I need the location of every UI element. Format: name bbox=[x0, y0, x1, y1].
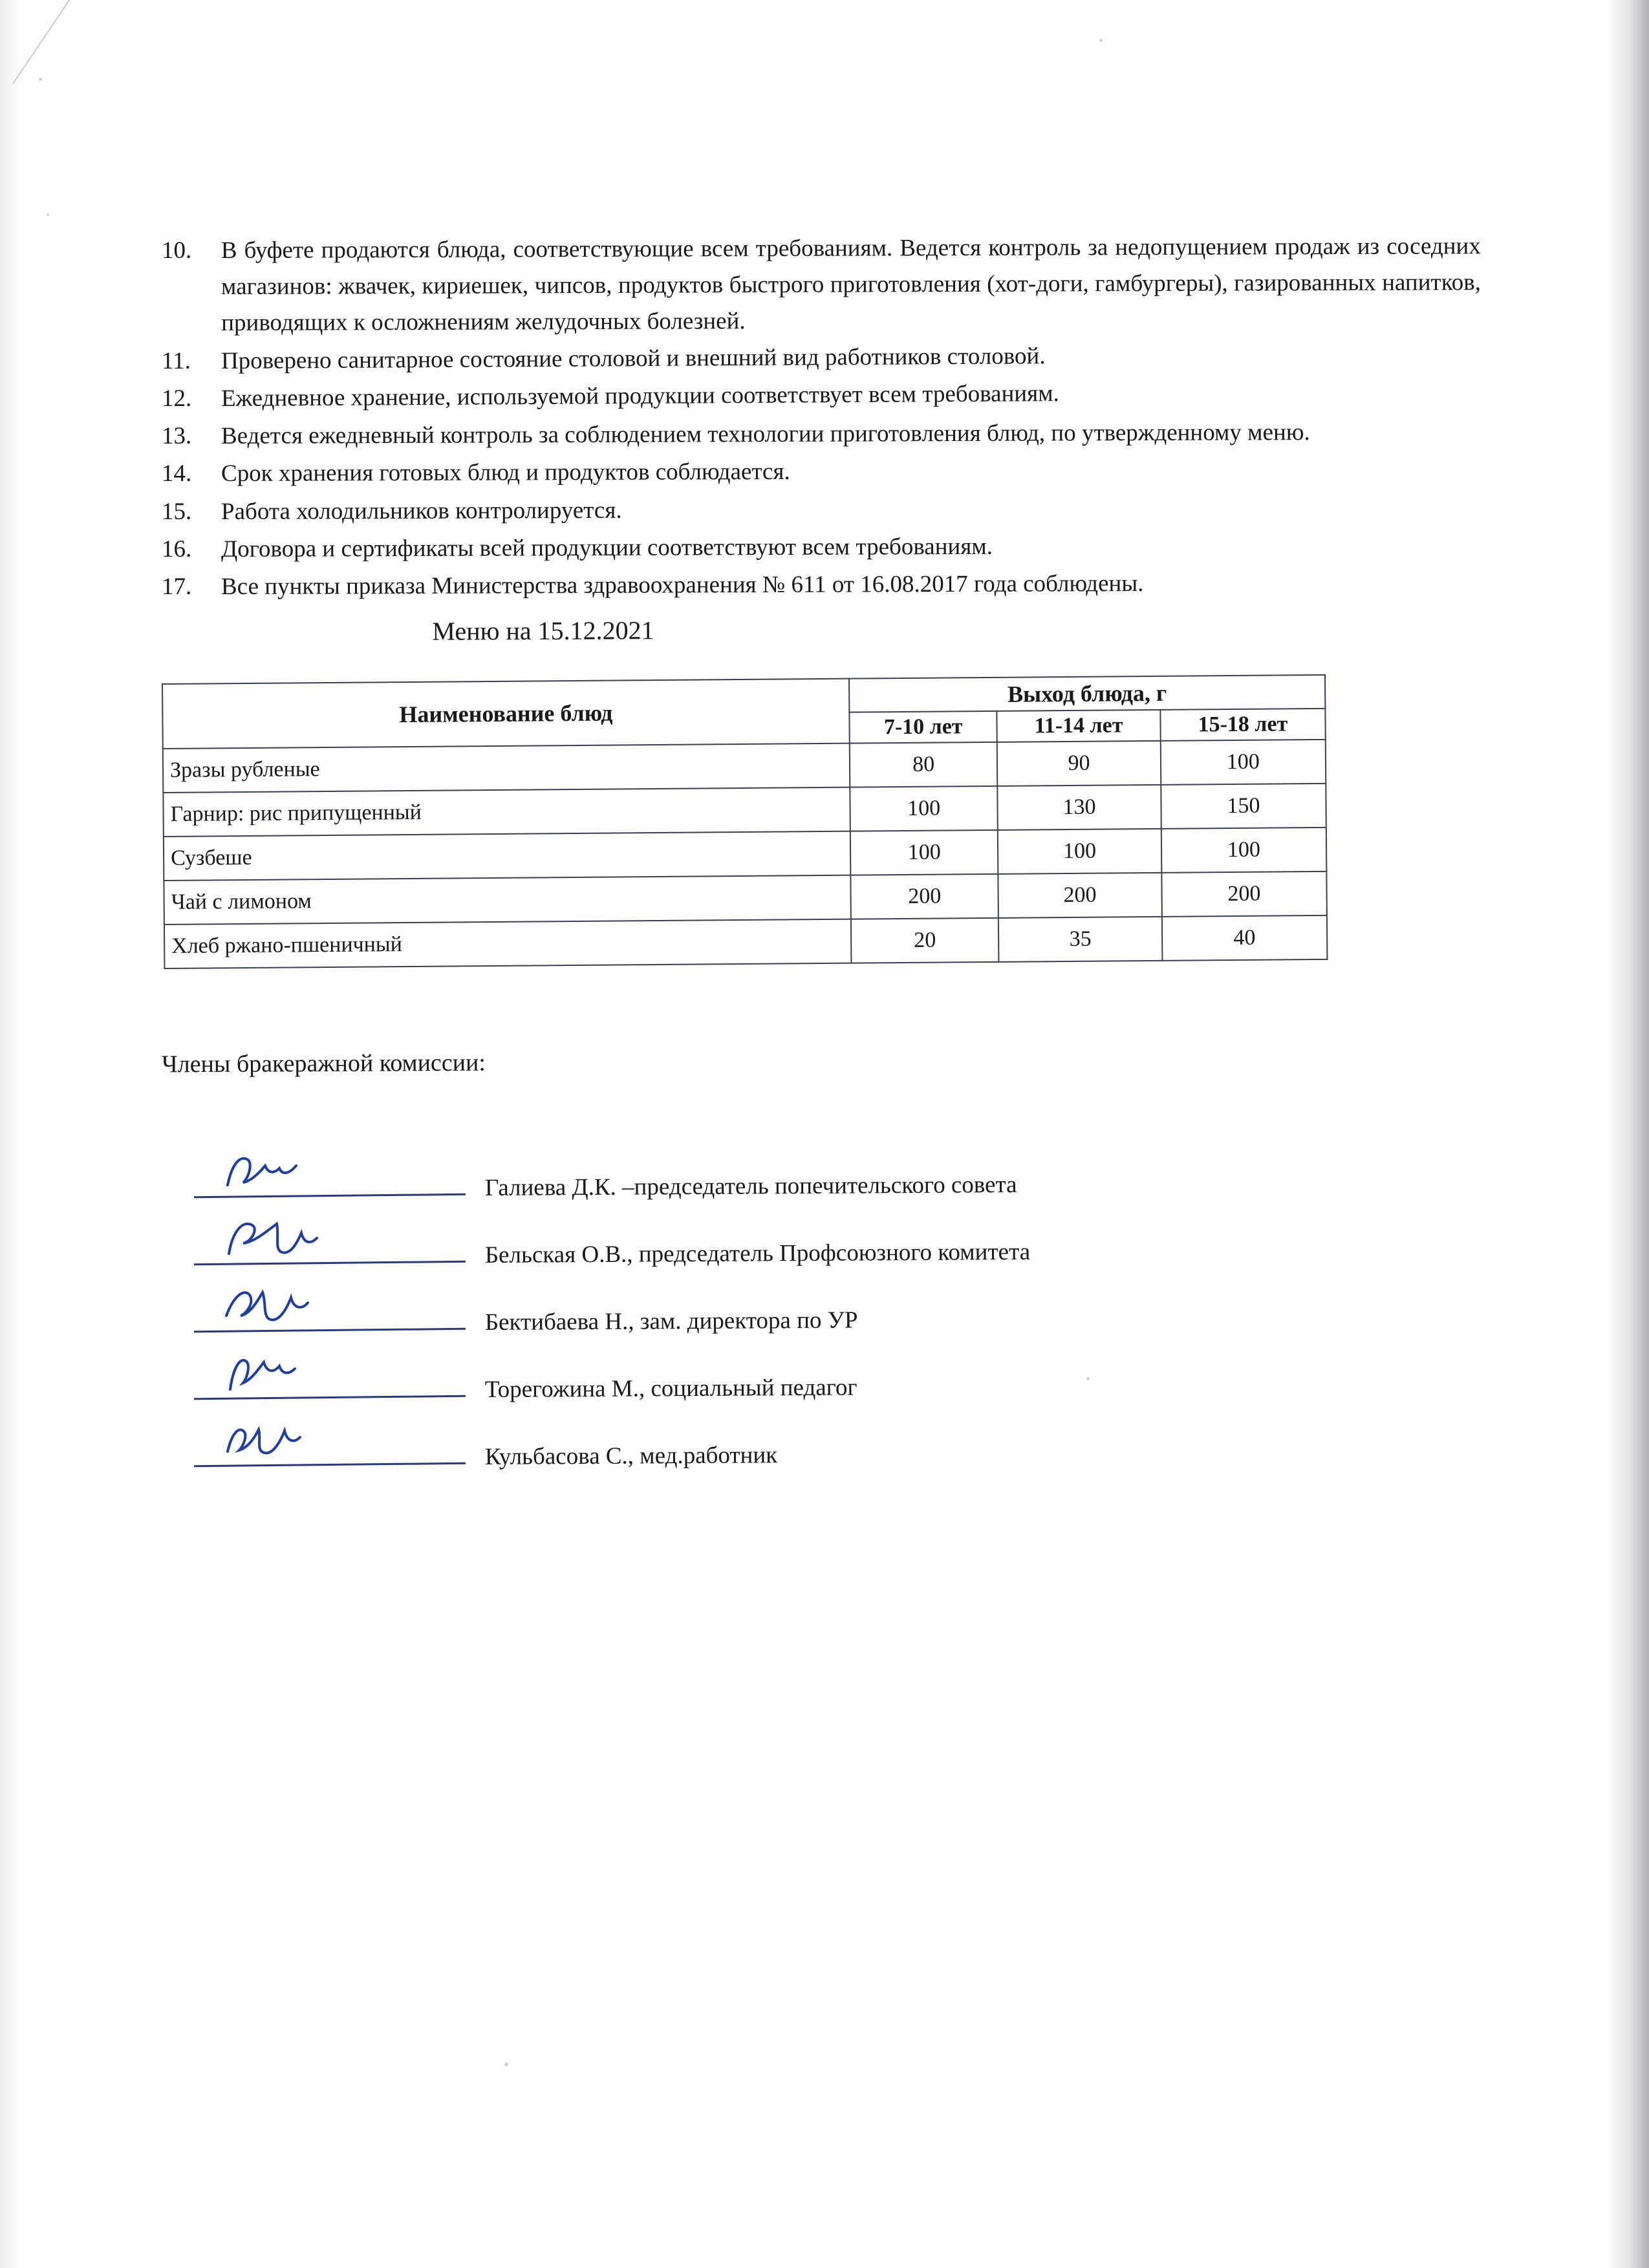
scan-edge-right bbox=[1609, 0, 1649, 2268]
column-header-dish-name: Наименование блюд bbox=[162, 679, 850, 749]
clause-number: 10. bbox=[162, 237, 192, 264]
cell-output-7-10: 200 bbox=[850, 874, 998, 919]
clause-number: 17. bbox=[162, 573, 192, 601]
clause-text: Ведется ежедневный контроль за соблюдением технологии приготовления блюд, по утвержденному меню. bbox=[221, 419, 1310, 450]
scan-speck bbox=[39, 78, 42, 81]
scan-speck bbox=[47, 213, 49, 216]
list-item bbox=[162, 456, 1481, 492]
clause-text: Проверено санитарное состояние столовой и внешний вид работников столовой. bbox=[221, 342, 1046, 374]
column-header-group-output: Выход блюда, г bbox=[849, 675, 1325, 712]
signature-list bbox=[162, 1146, 1481, 1482]
list-item bbox=[162, 531, 1481, 568]
clause-text: Договора и сертификаты всей продукции соответствуют всем требованиям. bbox=[221, 533, 993, 562]
handwritten-signature-icon bbox=[220, 1149, 414, 1194]
signature-row bbox=[162, 1281, 1481, 1348]
clause-number: 15. bbox=[162, 498, 192, 525]
clause-text: Ежедневное хранение, используемой продукции соответствует всем требованиям. bbox=[221, 380, 1059, 412]
clause-number: 16. bbox=[162, 535, 192, 562]
cell-output-15-18: 100 bbox=[1161, 828, 1326, 873]
handwritten-signature-icon bbox=[220, 1283, 414, 1329]
page-fold-mark bbox=[13, 0, 226, 123]
signer-name: Бельская О.В., председатель Профсоюзного комитета bbox=[484, 1239, 1031, 1269]
clause-text: В буфете продаются блюда, соответствующие всем требованиям. Ведется контроль за недопущением продаж из соседних магазинов: жвачек, кириешек, чипсов, продуктов быстрого приготовления (хот-доги, гамбургеры), газированных напитков, приводящих к осложнениям желудочных болезней. bbox=[221, 233, 1482, 337]
cell-output-11-14: 35 bbox=[998, 917, 1162, 962]
column-header-age-7-10: 7-10 лет bbox=[849, 711, 997, 744]
signer-name: Кульбасова С., мед.работник bbox=[484, 1442, 778, 1471]
list-item bbox=[162, 569, 1481, 605]
clause-text: Срок хранения готовых блюд и продуктов соблюдается. bbox=[221, 458, 790, 487]
cell-dish-name: Сузбеше bbox=[164, 831, 851, 881]
cell-dish-name: Зразы рубленые bbox=[163, 744, 850, 793]
list-item bbox=[162, 381, 1481, 417]
cell-output-15-18: 200 bbox=[1161, 872, 1327, 917]
menu-table-wrapper bbox=[162, 674, 1328, 969]
clause-text: Работа холодильников контролируется. bbox=[221, 497, 622, 525]
list-item bbox=[162, 494, 1481, 530]
handwritten-signature-icon bbox=[220, 1216, 414, 1261]
cell-output-7-10: 80 bbox=[850, 742, 998, 787]
signer-name: Торегожина М., социальный педагог bbox=[484, 1374, 857, 1404]
scan-edge-left bbox=[0, 0, 19, 2268]
signature-row bbox=[162, 1348, 1481, 1415]
list-item bbox=[162, 233, 1481, 342]
clause-list bbox=[162, 233, 1481, 605]
signer-name: Бектибаева Н., зам. директора по УР bbox=[484, 1307, 858, 1336]
clause-number: 13. bbox=[162, 423, 192, 450]
handwritten-signature-icon bbox=[220, 1418, 414, 1463]
cell-output-7-10: 20 bbox=[851, 918, 999, 963]
committee-title: Члены бракеражной комиссии: bbox=[161, 1049, 486, 1078]
cell-output-7-10: 100 bbox=[850, 786, 998, 831]
scan-speck bbox=[504, 2062, 508, 2066]
column-header-age-11-14: 11-14 лет bbox=[997, 710, 1161, 742]
cell-output-11-14: 100 bbox=[998, 829, 1161, 874]
menu-title: Меню на 15.12.2021 bbox=[432, 615, 654, 647]
signature-row bbox=[162, 1146, 1481, 1214]
cell-dish-name: Хлеб ржано-пшеничный bbox=[164, 919, 852, 968]
signer-name: Галиева Д.К. –председатель попечительского совета bbox=[484, 1171, 1017, 1202]
document-body bbox=[162, 233, 1481, 1482]
list-item bbox=[162, 418, 1481, 455]
cell-dish-name: Чай с лимоном bbox=[164, 875, 851, 925]
scan-speck bbox=[1099, 39, 1103, 42]
handwritten-signature-icon bbox=[220, 1351, 414, 1396]
cell-output-15-18: 150 bbox=[1161, 784, 1326, 829]
clause-number: 14. bbox=[162, 460, 192, 487]
cell-output-15-18: 40 bbox=[1162, 915, 1328, 961]
clause-number: 11. bbox=[162, 347, 191, 374]
signature-row bbox=[162, 1214, 1481, 1281]
clause-number: 12. bbox=[162, 385, 192, 412]
cell-output-15-18: 100 bbox=[1160, 740, 1326, 785]
table-row bbox=[164, 915, 1327, 968]
cell-output-11-14: 90 bbox=[997, 741, 1161, 786]
cell-output-11-14: 130 bbox=[998, 785, 1161, 830]
cell-dish-name: Гарнир: рис припущенный bbox=[163, 787, 850, 837]
column-header-age-15-18: 15-18 лет bbox=[1160, 709, 1326, 741]
cell-output-7-10: 100 bbox=[850, 830, 998, 875]
signature-row bbox=[162, 1415, 1481, 1482]
cell-output-11-14: 200 bbox=[998, 873, 1162, 918]
clause-text: Все пункты приказа Министерства здравоохранения № 611 от 16.08.2017 года соблюдены. bbox=[221, 570, 1144, 601]
menu-table bbox=[162, 674, 1328, 969]
